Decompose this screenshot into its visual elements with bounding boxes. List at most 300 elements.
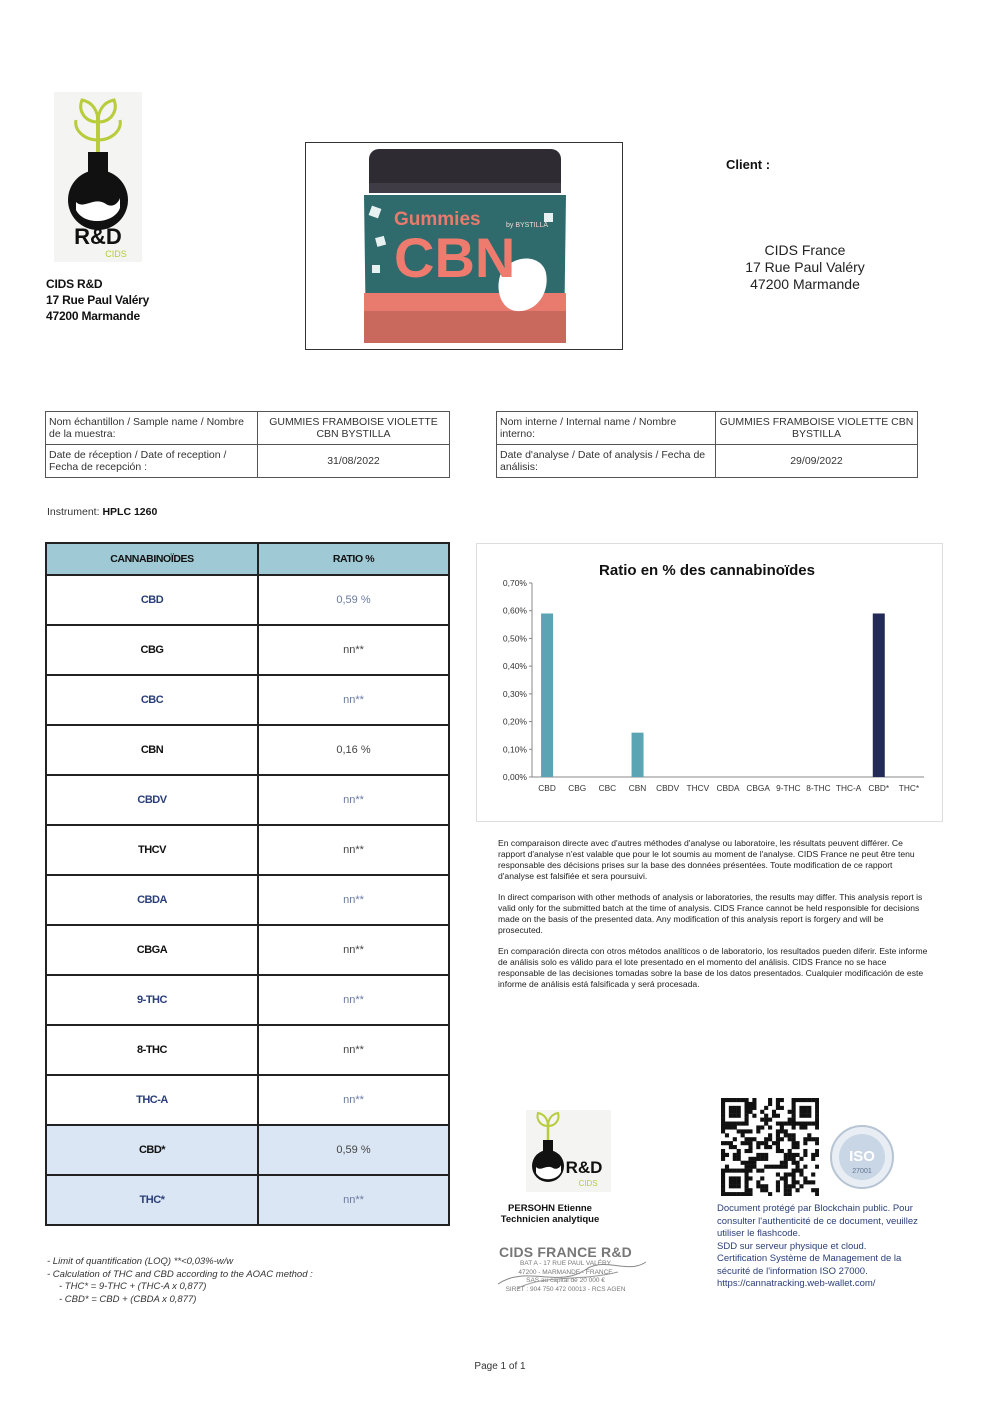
y-tick-label: 0,20% — [502, 716, 527, 727]
qr-module — [792, 1172, 796, 1176]
qr-module — [764, 1184, 768, 1188]
qr-module — [764, 1114, 768, 1118]
chart-svg — [477, 544, 942, 821]
qr-module — [792, 1176, 796, 1180]
qr-module — [729, 1176, 733, 1180]
page-number: Page 1 of 1 — [474, 1361, 526, 1372]
table-row — [46, 925, 449, 975]
qr-module — [815, 1114, 819, 1118]
qr-module — [745, 1169, 749, 1173]
qr-module — [788, 1153, 792, 1157]
qr-module — [776, 1106, 780, 1110]
x-tick-label: CBG — [568, 783, 587, 793]
cannabinoid-ratio: nn** — [258, 875, 449, 925]
x-tick-label: CBN — [628, 783, 647, 793]
qr-module — [721, 1122, 725, 1126]
qr-module — [733, 1145, 737, 1149]
product-photo — [305, 142, 623, 350]
qr-module — [748, 1165, 752, 1169]
sample-name-value: GUMMIES FRAMBOISE VIOLETTE CBN BYSTILLA — [258, 412, 450, 445]
qr-module — [803, 1180, 807, 1184]
qr-module — [756, 1157, 760, 1161]
qr-module — [784, 1184, 788, 1188]
qr-module — [768, 1098, 772, 1102]
signature-scribble — [478, 1254, 653, 1294]
qr-module — [776, 1137, 780, 1141]
qr-code-icon[interactable] — [721, 1098, 819, 1196]
qr-module — [780, 1129, 784, 1133]
qr-module — [752, 1137, 756, 1141]
qr-module — [776, 1102, 780, 1106]
qr-module — [795, 1165, 799, 1169]
qr-module — [737, 1149, 741, 1153]
qr-module — [729, 1192, 733, 1196]
qr-module — [788, 1184, 792, 1188]
qr-module — [756, 1184, 760, 1188]
qr-module — [784, 1153, 788, 1157]
qr-module — [811, 1180, 815, 1184]
qr-module — [745, 1149, 749, 1153]
qr-module — [792, 1145, 796, 1149]
qr-module — [788, 1137, 792, 1141]
qr-module — [748, 1129, 752, 1133]
qr-module — [756, 1153, 760, 1157]
company-stamp — [478, 1244, 653, 1294]
qr-module — [741, 1098, 745, 1102]
y-tick-label: 0,40% — [502, 661, 527, 672]
qr-module — [745, 1129, 749, 1133]
qr-module — [811, 1098, 815, 1102]
qr-module — [745, 1118, 749, 1122]
qr-module — [784, 1188, 788, 1192]
instrument-line — [47, 506, 157, 518]
qr-module — [764, 1188, 768, 1192]
qr-module — [776, 1188, 780, 1192]
bar — [873, 613, 885, 777]
qr-module — [776, 1122, 780, 1126]
qr-module — [733, 1110, 737, 1114]
qr-module — [729, 1122, 733, 1126]
qr-module — [807, 1180, 811, 1184]
qr-module — [776, 1129, 780, 1133]
qr-module — [811, 1153, 815, 1157]
table-row — [46, 775, 449, 825]
qr-module — [721, 1149, 725, 1153]
qr-module — [760, 1153, 764, 1157]
qr-module — [780, 1098, 784, 1102]
qr-module — [780, 1165, 784, 1169]
qr-module — [764, 1157, 768, 1161]
instrument-value: HPLC 1260 — [102, 506, 158, 518]
cannabinoid-chart — [476, 543, 943, 822]
qr-module — [733, 1184, 737, 1188]
cannabinoid-name: THC-A — [46, 1075, 258, 1125]
qr-module — [815, 1165, 819, 1169]
qr-module — [768, 1165, 772, 1169]
cannabinoid-name: CBGA — [46, 925, 258, 975]
qr-module — [721, 1125, 725, 1129]
qr-module — [733, 1098, 737, 1102]
sample-info-table — [45, 411, 450, 478]
qr-module — [748, 1149, 752, 1153]
cannabinoid-ratio: nn** — [258, 1025, 449, 1075]
qr-module — [792, 1137, 796, 1141]
qr-module — [795, 1141, 799, 1145]
qr-module — [748, 1157, 752, 1161]
footnote-cbd: - CBD* = CBD + (CBDA x 0,877) — [59, 1293, 197, 1305]
qr-module — [748, 1161, 752, 1165]
qr-module — [792, 1141, 796, 1145]
qr-module — [772, 1165, 776, 1169]
qr-module — [788, 1122, 792, 1126]
cannabinoid-ratio: nn** — [258, 675, 449, 725]
reception-date-value: 31/08/2022 — [258, 445, 450, 478]
qr-module — [795, 1145, 799, 1149]
qr-module — [795, 1153, 799, 1157]
cannabinoid-ratio: 0,16 % — [258, 725, 449, 775]
qr-module — [745, 1188, 749, 1192]
qr-module — [768, 1192, 772, 1196]
cannabinoid-name: CBD — [46, 575, 258, 625]
qr-module — [776, 1180, 780, 1184]
qr-module — [737, 1192, 741, 1196]
qr-module — [745, 1102, 749, 1106]
qr-module — [815, 1110, 819, 1114]
qr-module — [788, 1192, 792, 1196]
analysis-date-row — [497, 445, 918, 478]
qr-module — [815, 1106, 819, 1110]
qr-module — [760, 1141, 764, 1145]
cannabinoid-name: CBN — [46, 725, 258, 775]
qr-module — [737, 1157, 741, 1161]
qr-module — [815, 1192, 819, 1196]
cannabinoid-name: CBDA — [46, 875, 258, 925]
qr-module — [721, 1141, 725, 1145]
qr-module — [815, 1122, 819, 1126]
analysis-date-label: Date d'analyse / Date of analysis / Fecha de análisis: — [497, 445, 716, 478]
internal-name-label: Nom interne / Internal name / Nombre interno: — [497, 412, 716, 445]
qr-module — [745, 1192, 749, 1196]
qr-module — [815, 1118, 819, 1122]
qr-module — [721, 1114, 725, 1118]
qr-module — [780, 1106, 784, 1110]
qr-module — [795, 1098, 799, 1102]
table-row — [46, 725, 449, 775]
blockchain-line: utiliser le flashcode. — [717, 1228, 801, 1239]
qr-module — [733, 1176, 737, 1180]
qr-module — [799, 1122, 803, 1126]
qr-module — [792, 1122, 796, 1126]
qr-module — [784, 1165, 788, 1169]
qr-module — [815, 1149, 819, 1153]
cannabinoid-ratio: nn** — [258, 1075, 449, 1125]
y-tick-label: 0,10% — [502, 744, 527, 755]
qr-module — [721, 1172, 725, 1176]
qr-module — [815, 1188, 819, 1192]
qr-module — [807, 1133, 811, 1137]
qr-module — [803, 1098, 807, 1102]
qr-module — [721, 1118, 725, 1122]
blockchain-line: Certification Système de Management de la — [717, 1253, 902, 1264]
qr-module — [721, 1129, 725, 1133]
iso-badge-icon — [829, 1124, 895, 1190]
table-row — [46, 875, 449, 925]
qr-module — [815, 1137, 819, 1141]
cannabinoid-ratio: 0,59 % — [258, 1125, 449, 1175]
client-city: 47200 Marmande — [750, 276, 860, 292]
qr-module — [737, 1129, 741, 1133]
qr-module — [799, 1184, 803, 1188]
qr-module — [788, 1188, 792, 1192]
qr-module — [733, 1169, 737, 1173]
chart-title: Ratio en % des cannabinoïdes — [599, 562, 815, 579]
signer — [480, 1203, 620, 1225]
small-logo-text: R&D — [565, 1158, 603, 1177]
qr-module — [745, 1098, 749, 1102]
qr-module — [776, 1098, 780, 1102]
qr-module — [760, 1176, 764, 1180]
qr-module — [772, 1110, 776, 1114]
product-name: CBN — [394, 226, 516, 289]
qr-module — [729, 1114, 733, 1118]
qr-module — [803, 1106, 807, 1110]
qr-module — [780, 1149, 784, 1153]
blockchain-line: SDD sur serveur physique et cloud. — [717, 1240, 867, 1252]
qr-module — [725, 1133, 729, 1137]
qr-module — [799, 1157, 803, 1161]
qr-module — [784, 1172, 788, 1176]
x-tick-label: CBGA — [746, 783, 770, 793]
qr-module — [756, 1180, 760, 1184]
qr-module — [807, 1137, 811, 1141]
qr-module — [764, 1106, 768, 1110]
table-row — [46, 1025, 449, 1075]
qr-module — [799, 1114, 803, 1118]
qr-module — [807, 1122, 811, 1126]
qr-module — [748, 1110, 752, 1114]
instrument-label: Instrument: — [47, 506, 100, 518]
cannabinoid-ratio: nn** — [258, 775, 449, 825]
y-tick-label: 0,00% — [502, 772, 527, 782]
qr-module — [784, 1180, 788, 1184]
qr-module — [792, 1098, 796, 1102]
qr-module — [795, 1188, 799, 1192]
qr-module — [792, 1114, 796, 1118]
qr-module — [803, 1165, 807, 1169]
qr-module — [764, 1122, 768, 1126]
qr-module — [741, 1161, 745, 1165]
qr-module — [815, 1153, 819, 1157]
qr-module — [795, 1169, 799, 1173]
qr-module — [752, 1098, 756, 1102]
qr-module — [788, 1149, 792, 1153]
qr-module — [745, 1180, 749, 1184]
cannabinoid-name: 9-THC — [46, 975, 258, 1025]
table-row — [46, 675, 449, 725]
qr-module — [725, 1141, 729, 1145]
qr-module — [792, 1110, 796, 1114]
table-row — [46, 825, 449, 875]
qr-module — [803, 1125, 807, 1129]
qr-module — [792, 1153, 796, 1157]
disclaimer-en: In direct comparison with other methods of analysis or laboratories, the results may differ. This analysis report is valid only for the submitted batch at the time of analysis. CIDS France cannot be held responsible for decisions made on the basis of the presented data. Any modification of this analysis report is forgery and will be prosecuted. — [498, 892, 923, 935]
qr-module — [795, 1180, 799, 1184]
table-row — [46, 1125, 449, 1175]
cannabinoid-ratio: nn** — [258, 625, 449, 675]
qr-module — [815, 1102, 819, 1106]
cannabinoid-ratio: nn** — [258, 975, 449, 1025]
qr-module — [741, 1122, 745, 1126]
qr-module — [748, 1137, 752, 1141]
internal-name-value: GUMMIES FRAMBOISE VIOLETTE CBN BYSTILLA — [716, 412, 918, 445]
qr-module — [776, 1145, 780, 1149]
qr-module — [776, 1149, 780, 1153]
qr-module — [725, 1169, 729, 1173]
qr-module — [780, 1176, 784, 1180]
qr-module — [756, 1125, 760, 1129]
qr-module — [815, 1098, 819, 1102]
stamp-line: SAS au capital de 20 000 € — [526, 1277, 605, 1284]
qr-module — [780, 1137, 784, 1141]
qr-module — [764, 1141, 768, 1145]
disclaimer-fr: En comparaison directe avec d'autres méthodes d'analyse ou laboratoire, les résultats peuvent différer. Ce rapport d'analyse n'est valable que pour le lot soumis au moment de l'analyse. CIDS France ne peut être tenu responsable des décisions prises sur la base des données présentées. Toute modification de ce rapport d'analyse est falsifiée et sera poursuivi. — [498, 838, 915, 881]
qr-module — [752, 1161, 756, 1165]
qr-module — [803, 1137, 807, 1141]
qr-module — [725, 1153, 729, 1157]
blockchain-url[interactable]: https://cannatracking.web-wallet.com/ — [717, 1278, 876, 1289]
qr-module — [768, 1137, 772, 1141]
qr-module — [764, 1145, 768, 1149]
qr-module — [721, 1106, 725, 1110]
qr-module — [811, 1157, 815, 1161]
sender-city: 47200 Marmande — [46, 309, 140, 323]
qr-module — [803, 1114, 807, 1118]
qr-module — [799, 1098, 803, 1102]
cannabinoid-ratio: nn** — [258, 925, 449, 975]
x-tick-label: 8-THC — [806, 783, 831, 793]
blockchain-line: consulter l'authenticité de ce document, veuillez — [717, 1215, 918, 1227]
stamp-line: 47200 - MARMANDE - FRANCE — [518, 1268, 613, 1276]
qr-module — [737, 1122, 741, 1126]
qr-module — [733, 1157, 737, 1161]
product-brand: Gummies — [394, 209, 481, 230]
qr-module — [807, 1106, 811, 1110]
qr-module — [741, 1133, 745, 1137]
reception-date-row — [46, 445, 450, 478]
qr-module — [768, 1125, 772, 1129]
sample-name-label: Nom échantillon / Sample name / Nombre de la muestra: — [46, 412, 258, 445]
qr-module — [799, 1125, 803, 1129]
cannabinoid-name: THCV — [46, 825, 258, 875]
table-row — [46, 625, 449, 675]
product-jar-image — [306, 143, 622, 349]
rd-cids-logo-small — [526, 1110, 611, 1192]
qr-module — [729, 1110, 733, 1114]
qr-module — [725, 1122, 729, 1126]
qr-module — [780, 1122, 784, 1126]
footnote-loq: - Limit of quantification (LOQ) **<0,03%-w/w — [47, 1256, 234, 1267]
qr-module — [776, 1172, 780, 1176]
cannabinoid-table — [45, 542, 450, 1226]
qr-module — [799, 1110, 803, 1114]
qr-module — [792, 1133, 796, 1137]
qr-module — [792, 1161, 796, 1165]
qr-module — [733, 1192, 737, 1196]
qr-module — [803, 1122, 807, 1126]
qr-module — [721, 1176, 725, 1180]
qr-module — [737, 1176, 741, 1180]
qr-module — [737, 1106, 741, 1110]
qr-module — [811, 1122, 815, 1126]
cannabinoid-name: THC* — [46, 1175, 258, 1225]
qr-module — [721, 1102, 725, 1106]
rd-cids-logo — [54, 92, 142, 262]
qr-module — [745, 1176, 749, 1180]
qr-module — [748, 1176, 752, 1180]
signer-name: PERSOHN Etienne — [508, 1203, 592, 1214]
qr-module — [803, 1153, 807, 1157]
qr-module — [729, 1125, 733, 1129]
header-cannabinoides: CANNABINOÏDES — [46, 543, 258, 575]
cannabinoid-ratio: nn** — [258, 825, 449, 875]
qr-module — [721, 1169, 725, 1173]
qr-module — [752, 1106, 756, 1110]
qr-module — [776, 1133, 780, 1137]
qr-module — [776, 1114, 780, 1118]
qr-module — [811, 1137, 815, 1141]
cannabinoid-name: CBDV — [46, 775, 258, 825]
qr-module — [760, 1118, 764, 1122]
blockchain-notice — [717, 1203, 957, 1291]
blockchain-line: sécurité de l'information ISO 27000. — [717, 1265, 868, 1277]
qr-module — [737, 1169, 741, 1173]
qr-module — [788, 1157, 792, 1161]
qr-module — [725, 1098, 729, 1102]
qr-module — [733, 1106, 737, 1110]
qr-module — [815, 1141, 819, 1145]
qr-module — [729, 1141, 733, 1145]
qr-module — [756, 1169, 760, 1173]
client-name: CIDS France — [764, 242, 846, 258]
qr-module — [741, 1129, 745, 1133]
x-tick-label: CBC — [598, 783, 617, 793]
qr-module — [764, 1153, 768, 1157]
footnotes — [47, 1256, 313, 1306]
qr-module — [752, 1102, 756, 1106]
qr-module — [721, 1157, 725, 1161]
qr-module — [721, 1110, 725, 1114]
qr-module — [788, 1172, 792, 1176]
qr-module — [733, 1125, 737, 1129]
qr-module — [807, 1098, 811, 1102]
qr-module — [795, 1122, 799, 1126]
qr-module — [780, 1125, 784, 1129]
qr-module — [784, 1192, 788, 1196]
qr-module — [745, 1172, 749, 1176]
qr-module — [725, 1165, 729, 1169]
qr-module — [737, 1153, 741, 1157]
disclaimer-es: En comparación directa con otros métodos analíticos o de laboratorio, los resultados pueden diferir. Este informe de análisis solo es válido para el lote presentado en el momento del análisis. CIDS France no se hace responsable de las decisiones tomadas sobre la base de los datos presentados. Cualquier modificación de este informe de análisis está falsificada y será procesada. — [498, 946, 928, 989]
qr-module — [733, 1153, 737, 1157]
qr-module — [721, 1153, 725, 1157]
qr-module — [815, 1125, 819, 1129]
qr-module — [776, 1141, 780, 1145]
internal-info-table — [496, 411, 918, 478]
bar — [541, 613, 553, 777]
x-tick-label: THCV — [686, 783, 710, 793]
qr-module — [729, 1106, 733, 1110]
qr-module — [792, 1125, 796, 1129]
